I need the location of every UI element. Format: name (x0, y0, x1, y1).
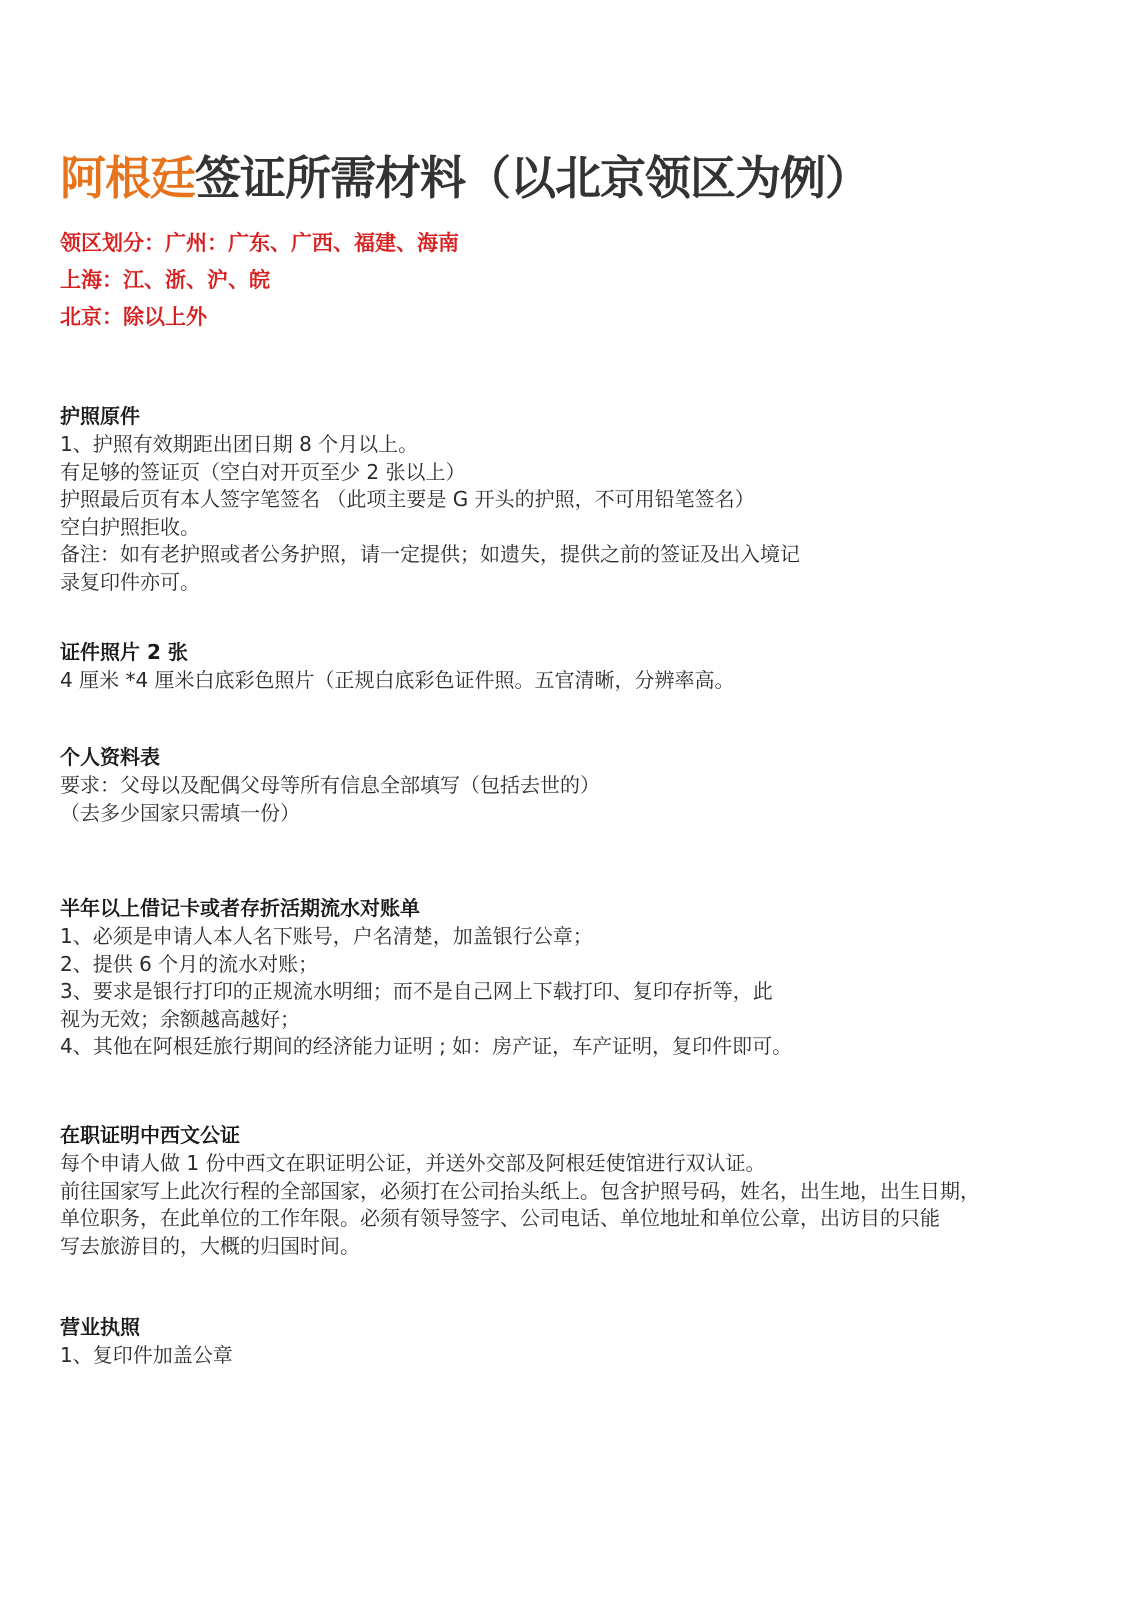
section-line: 视为无效；余额越高越好； (60, 1006, 300, 1031)
section-title: 个人资料表 (60, 745, 160, 769)
section-line: 1、必须是申请人本人名下账号，户名清楚，加盖银行公章； (60, 924, 593, 948)
section-title: 在职证明中西文公证 (60, 1123, 240, 1147)
section-line: 每个申请人做 1 份中西文在职证明公证，并送外交部及阿根廷使馆进行双认证。 (60, 1151, 766, 1175)
title-rest: 签证所需材料（以北京领区为例） (195, 151, 870, 205)
section-line: 录复印件亦可。 (60, 569, 200, 594)
section-personal-form (60, 742, 1070, 827)
region-line: 上海：江、浙、沪、皖 (60, 268, 270, 292)
section-line: 前往国家写上此次行程的全部国家，必须打在公司抬头纸上。包含护照号码，姓名，出生地，出生日期， (60, 1178, 980, 1203)
section-photo (60, 637, 1070, 695)
section-line: 要求：父母以及配偶父母等所有信息全部填写（包括去世的） (60, 773, 600, 797)
section-employment-certificate (60, 1120, 1070, 1260)
section-title: 营业执照 (60, 1315, 140, 1339)
section-line: （去多少国家只需填一份） (60, 800, 300, 825)
section-line: 写去旅游目的，大概的归国时间。 (60, 1233, 360, 1258)
section-line: 4、其他在阿根廷旅行期间的经济能力证明 ; 如：房产证，车产证明，复印件即可。 (60, 1034, 793, 1058)
section-line: 有足够的签证页（空白对开页至少 2 张以上） (60, 459, 466, 484)
region-line: 北京：除以上外 (60, 305, 207, 329)
page-title (60, 150, 870, 206)
section-line: 护照最后页有本人签字笔签名 （此项主要是 G 开头的护照，不可用铅笔签名） (60, 487, 755, 511)
section-line: 单位职务，在此单位的工作年限。必须有领导签字、公司电话、单位地址和单位公章，出访目的只能 (60, 1206, 940, 1230)
section-passport (60, 401, 1070, 596)
section-line: 空白护照拒收。 (60, 514, 200, 539)
section-line: 1、护照有效期距出团日期 8 个月以上。 (60, 432, 419, 456)
consular-regions (60, 225, 459, 336)
section-title: 证件照片 2 张 (60, 640, 188, 664)
section-title: 护照原件 (60, 404, 140, 428)
section-line: 3、要求是银行打印的正规流水明细；而不是自己网上下载打印、复印存折等，此 (60, 979, 773, 1003)
section-line: 2、提供 6 个月的流水对账； (60, 951, 319, 976)
title-country: 阿根廷 (60, 151, 195, 205)
section-line: 4 厘米 *4 厘米白底彩色照片（正规白底彩色证件照。五官清晰，分辨率高。 (60, 668, 735, 692)
section-bank-statement (60, 893, 1070, 1061)
section-line: 1、复印件加盖公章 (60, 1343, 233, 1367)
section-business-license (60, 1312, 1070, 1370)
region-line: 领区划分：广州：广东、广西、福建、海南 (60, 231, 459, 255)
section-line: 备注：如有老护照或者公务护照，请一定提供；如遗失，提供之前的签证及出入境记 (60, 542, 800, 566)
section-title: 半年以上借记卡或者存折活期流水对账单 (60, 896, 420, 920)
